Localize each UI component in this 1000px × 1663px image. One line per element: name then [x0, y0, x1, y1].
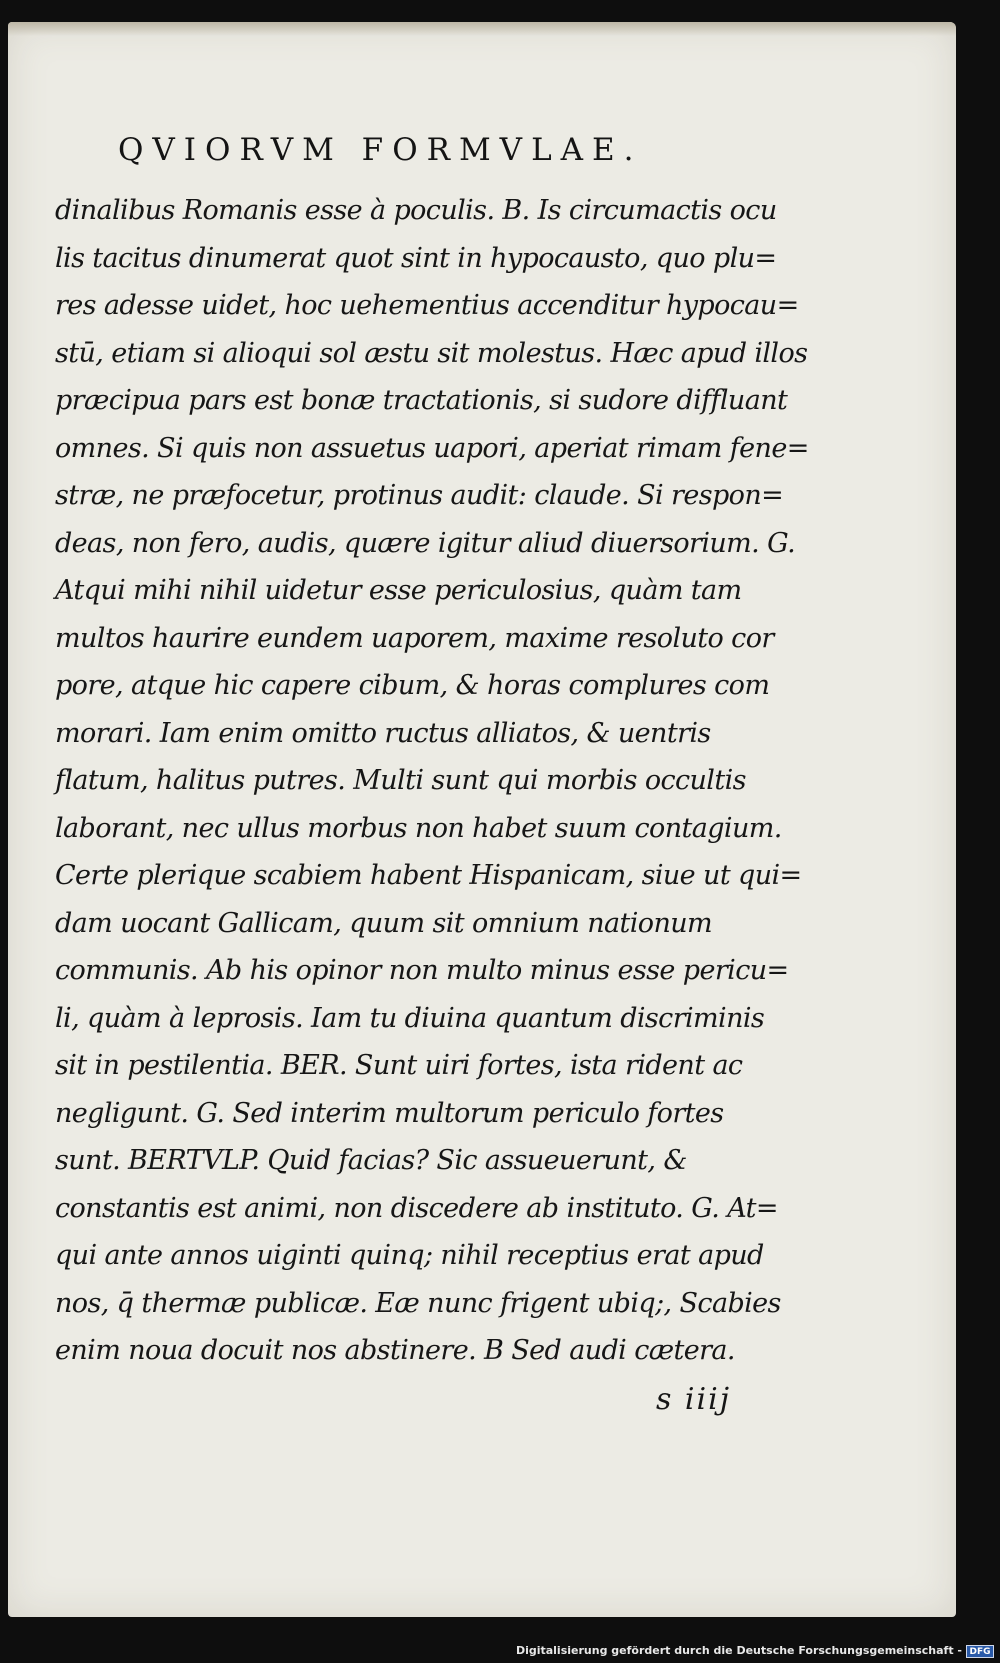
- text-line: qui ante annos uiginti quinq; nihil receptius erat apud: [55, 1240, 764, 1271]
- text-line: flatum, halitus putres. Multi sunt qui morbis occultis: [55, 765, 746, 796]
- text-line: stræ, ne præfocetur, protinus audit: claude. Si respon=: [55, 480, 784, 511]
- text-line: morari. Iam enim omitto ructus alliatos, & uentris: [55, 717, 711, 749]
- text-line: stū, etiam si alioqui sol æstu sit molestus. Hæc apud illos: [55, 337, 808, 369]
- text-line: sunt. BERTVLP. Quid facias? Sic assueuerunt, &: [55, 1145, 687, 1176]
- book-page: [8, 22, 956, 1617]
- text-line: constantis est animi, non discedere ab instituto. G. At=: [55, 1192, 778, 1224]
- text-line: præcipua pars est bonæ tractationis, si sudore diffluant: [55, 385, 788, 416]
- text-line: lis tacitus dinumerat quot sint in hypocausto, quo plu=: [55, 242, 777, 274]
- body-text: [55, 187, 835, 1375]
- text-line: dam uocant Gallicam, quum sit omnium nationum: [55, 907, 713, 939]
- text-line: dinalibus Romanis esse à poculis. B. Is circumactis ocu: [55, 195, 777, 226]
- text-line: li, quàm à leprosis. Iam tu diuina quantum discriminis: [55, 1002, 765, 1034]
- text-line: Atqui mihi nihil uidetur esse periculosius, quàm tam: [55, 575, 742, 606]
- text-line: deas, non fero, audis, quære igitur aliud diuersorium. G.: [55, 527, 796, 559]
- text-line: nos, q̄ thermæ publicæ. Eæ nunc frigent ubiq;, Scabies: [55, 1287, 781, 1319]
- text-line: enim noua docuit nos abstinere. B Sed audi cætera.: [55, 1335, 735, 1366]
- text-line: Certe plerique scabiem habent Hispanicam, siue ut qui=: [55, 860, 802, 891]
- text-line: pore, atque hic capere cibum, & horas complures com: [55, 670, 770, 701]
- text-line: res adesse uidet, hoc uehementius accenditur hypocau=: [55, 290, 799, 321]
- text-line: omnes. Si quis non assuetus uapori, aperiat rimam fene=: [55, 432, 809, 464]
- text-line: multos haurire eundem uaporem, maxime resoluto cor: [55, 622, 774, 654]
- running-head: QVIORVM FORMVLAE.: [118, 132, 643, 168]
- text-line: laborant, nec ullus morbus non habet suum contagium.: [55, 812, 782, 844]
- signature-mark: s iiij: [656, 1382, 732, 1417]
- dfg-logo: DFG: [966, 1645, 994, 1658]
- digitization-credit: Digitalisierung gefördert durch die Deutsche Forschungsgemeinschaft -: [515, 1644, 962, 1657]
- text-line: sit in pestilentia. BER. Sunt uiri fortes, ista rident ac: [55, 1050, 743, 1081]
- text-line: negligunt. G. Sed interim multorum periculo fortes: [55, 1097, 724, 1129]
- text-line: communis. Ab his opinor non multo minus esse pericu=: [55, 955, 789, 986]
- page-top-edge: [8, 22, 956, 36]
